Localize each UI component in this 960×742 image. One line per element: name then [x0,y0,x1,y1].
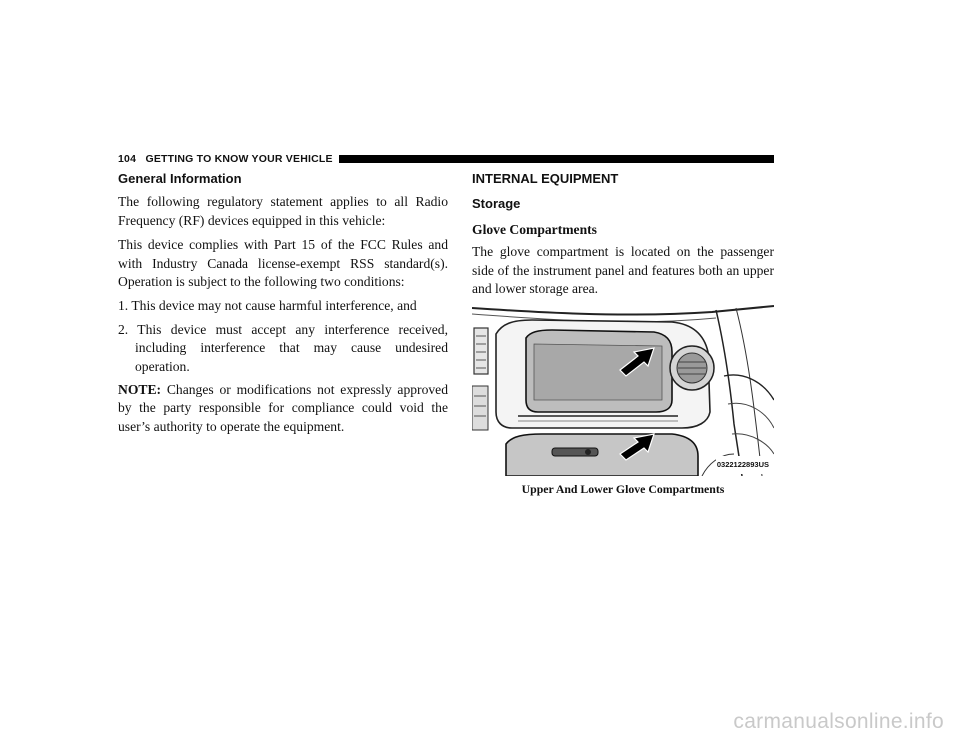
note-paragraph [118,381,448,436]
header-text [118,153,339,165]
page-number: 104 [118,152,137,165]
glove-compartment-paragraph: The glove compartment is located on the passenger side of the instrument panel and features both an upper and lower storage area. [472,244,774,297]
watermark: carmanualsonline.info [733,710,944,733]
internal-equipment-heading: INTERNAL EQUIPMENT [472,171,619,186]
regulatory-paragraph: The following regulatory statement applies to all Radio Frequency (RF) devices equipped in this vehicle: [118,194,448,228]
left-column [118,170,448,442]
general-information-heading: General Information [118,171,242,186]
note-label: NOTE: [118,382,162,398]
condition-item-2: 2. This device must accept any interference received, including interference that may cause undesired operation. [118,321,448,374]
condition-item-1: 1. This device may not cause harmful interference, and [118,298,417,314]
storage-heading: Storage [472,196,521,212]
note-text: Changes or modifications not expressly approved by the party responsible for compliance could void the user’s authority to operate the equipment. [118,382,448,434]
section-title: GETTING TO KNOW YOUR VEHICLE [145,152,333,165]
header-rule [339,155,774,163]
figure-code: 0322122893US [716,456,770,474]
glove-compartment-illustration [472,304,774,476]
right-column [472,170,774,499]
page-header [118,153,774,164]
glove-compartments-heading: Glove Compartments [472,221,597,237]
compliance-paragraph: This device complies with Part 15 of the FCC Rules and with Industry Canada license-exempt RSS standard(s). Operation is subject to the following two conditions: [118,237,448,290]
figure-caption: Upper And Lower Glove Compartments [521,482,725,497]
glove-box-drawing [472,304,774,476]
